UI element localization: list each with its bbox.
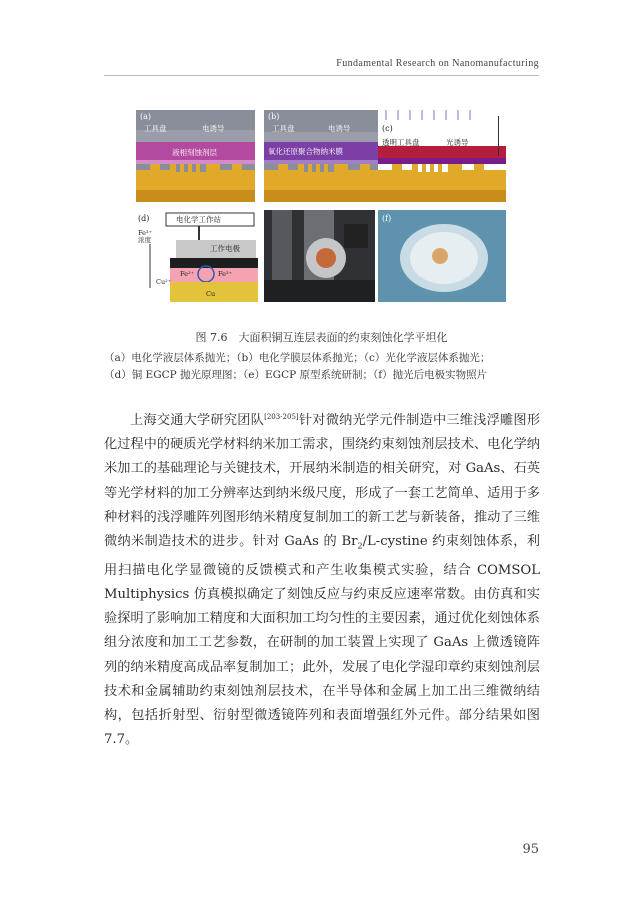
subscript-2: 2 <box>357 541 363 551</box>
panel-d-fe-concentration-label: Fe³⁺ 浓度 <box>138 229 153 244</box>
figure-caption-line-1: （a）电化学液层体系抛光；（b）电化学膜层体系抛光；（c）光化学液层体系抛光； <box>104 352 491 364</box>
panel-d-fe2-label: Fe²⁺ <box>180 270 195 278</box>
panel-b-tool-label: 工具盘 <box>272 124 295 133</box>
panel-e-photo <box>264 210 375 302</box>
egcp-prototype-photo <box>264 210 375 302</box>
panel-d-station-label: 电化学工作站 <box>176 215 221 224</box>
body-text-1: 上海交通大学研究团队 <box>130 413 265 428</box>
panel-c-electrode-label: 光诱导 <box>446 138 469 147</box>
panel-f-label: (f) <box>382 214 392 223</box>
citation-ref: [203-205] <box>264 413 299 421</box>
panel-b <box>264 110 381 202</box>
panel-a-tool-label: 工具盘 <box>144 124 167 133</box>
body-text-2: 针对微纳光学元件制造中三维浅浮雕图形化过程中的硬质光学材料纳米加工需求，围绕约束刻蚀剂层技术、电化学纳米加工的基础理论与关键技术，开展纳米制造的相关研究，对 GaAs、石英等光学材料的加工分辨率达到纳米级尺度，形成了一套工艺简单、适用于多种材料的浅浮雕阵列图形纳米精度复制加工的新工艺与新装备，推动了三维微纳米制造技术的进步。针对 GaAs 的 Br <box>104 413 541 550</box>
panel-d-cu-label: Cu <box>206 290 216 298</box>
running-header: Fundamental Research on Nanomanufacturing <box>336 58 539 69</box>
page-number: 95 <box>522 842 539 857</box>
panel-a <box>136 110 255 202</box>
figure-caption-title: 图 7.6 大面积铜互连层表面的约束刻蚀化学平坦化 <box>195 331 448 344</box>
panel-c-tool-label: 透明工具盘 <box>382 138 420 147</box>
panel-a-electrode-label: 电诱导 <box>202 124 225 133</box>
panel-c <box>378 110 506 202</box>
panel-d-cu2-label: Cu²⁺ <box>156 278 172 286</box>
panel-d-working-electrode-label: 工作电极 <box>210 244 240 253</box>
figure-7-6 <box>136 110 514 306</box>
panel-d-label: (d) <box>138 214 150 223</box>
figure-caption-line-2: （d）铜 EGCP 抛光原理图；（e）EGCP 原型系统研制；（f）抛光后电极实物照片 <box>104 369 488 381</box>
body-text-3: /L-cystine 约束刻蚀体系，利用扫描电化学显微镜的反馈模式和产生收集模式实验，结合 COMSOL Multiphysics 仿真模拟确定了刻蚀反应与约束反应速率常数。由仿真和实验探明了影响加工精度和大面积加工均匀性的主要因素，通过优化刻蚀体系组分浓度和加工工艺参数，在研制的加工装置上实现了 GaAs 上微透镜阵列的纳米精度高成品率复制加工；此外，发展了电化学湿印章约束刻蚀剂层技术和金属辅助约束刻蚀剂层技术，在半导体和金属上加工出三维微纳结构，包括折射型、衍射型微透镜阵列和表面增强红外元件。部分结果如图 7.7。 <box>104 534 540 748</box>
panel-c-label: (c) <box>382 124 393 133</box>
panel-a-layer-label: 液相刻蚀剂层 <box>172 148 217 157</box>
panel-f <box>378 210 506 302</box>
panel-b-electrode-label: 电诱导 <box>328 124 351 133</box>
panel-d <box>136 210 262 302</box>
panel-d-fe3-label: Fe³⁺ <box>218 270 233 278</box>
header-rule <box>104 75 539 76</box>
panel-b-layer-label: 氧化还原聚合物纳米膜 <box>268 147 343 156</box>
panel-b-label: (b) <box>268 112 280 121</box>
panel-c-diagram <box>378 110 506 202</box>
panel-a-label: (a) <box>140 112 152 121</box>
electrode-photo <box>378 210 506 302</box>
body-paragraph <box>104 405 540 752</box>
